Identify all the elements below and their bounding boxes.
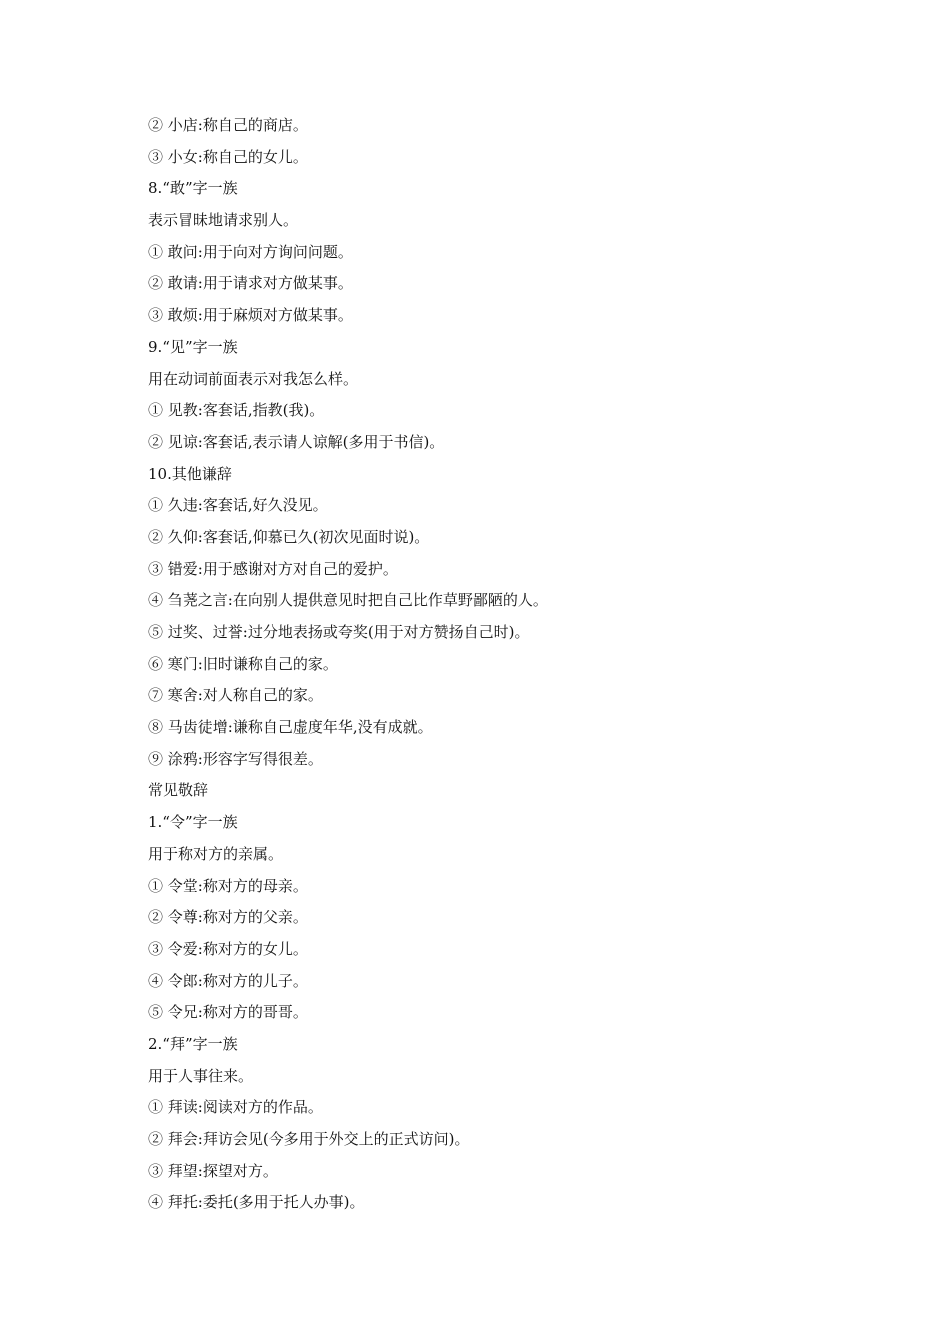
text-line: ⑤ 过奖、过誉:过分地表扬或夸奖(用于对方赞扬自己时)。: [148, 623, 530, 641]
text-line: ① 敢问:用于向对方询问问题。: [148, 242, 353, 261]
text-line: ⑤ 令兄:称对方的哥哥。: [148, 1003, 308, 1022]
text-line: 表示冒昧地请求别人。: [148, 211, 299, 230]
text-line: ② 久仰:客套话,仰慕已久(初次见面时说)。: [148, 527, 430, 546]
section-heading: 常见敬辞: [148, 781, 209, 800]
text-line: ③ 令爱:称对方的女儿。: [148, 939, 308, 958]
section-heading: 9.“见”字一族: [148, 337, 238, 356]
section-heading: 2.“拜”字一族: [148, 1034, 238, 1053]
text-line: ① 令堂:称对方的母亲。: [148, 876, 308, 895]
text-line: ① 拜读:阅读对方的作品。: [148, 1098, 323, 1117]
text-line: ④ 令郎:称对方的儿子。: [148, 971, 308, 990]
text-line: ⑧ 马齿徒增:谦称自己虚度年华,没有成就。: [148, 718, 433, 737]
text-line: ① 久违:客套话,好久没见。: [148, 496, 328, 515]
text-line: ② 见谅:客套话,表示请人谅解(多用于书信)。: [148, 432, 445, 451]
text-line: ③ 拜望:探望对方。: [148, 1161, 278, 1180]
text-line: ⑥ 寒门:旧时谦称自己的家。: [148, 654, 338, 673]
text-line: ② 拜会:拜访会见(今多用于外交上的正式访问)。: [148, 1130, 470, 1148]
text-line: ② 小店:称自己的商店。: [148, 116, 308, 134]
text-line: ③ 敢烦:用于麻烦对方做某事。: [148, 306, 353, 325]
text-line: ④ 拜托:委托(多用于托人办事)。: [148, 1193, 365, 1212]
section-heading: 1.“令”字一族: [148, 813, 238, 832]
section-heading: 8.“敢”字一族: [148, 179, 238, 198]
text-line: ② 敢请:用于请求对方做某事。: [148, 274, 353, 293]
text-line: ③ 小女:称自己的女儿。: [148, 147, 308, 166]
text-line: 用在动词前面表示对我怎么样。: [148, 369, 359, 388]
text-line: ④ 刍荛之言:在向别人提供意见时把自己比作草野鄙陋的人。: [148, 591, 548, 610]
text-line: 用于人事往来。: [148, 1066, 254, 1085]
section-heading: 10.其他谦辞: [148, 464, 232, 483]
text-line: ② 令尊:称对方的父亲。: [148, 908, 308, 927]
document-page: [148, 110, 868, 1219]
text-line: ① 见教:客套话,指教(我)。: [148, 401, 325, 420]
text-line: 用于称对方的亲属。: [148, 844, 284, 863]
text-line: ⑨ 涂鸦:形容字写得很差。: [148, 749, 323, 768]
text-line: ③ 错爱:用于感谢对方对自己的爱护。: [148, 559, 398, 578]
text-line: ⑦ 寒舍:对人称自己的家。: [148, 686, 323, 705]
